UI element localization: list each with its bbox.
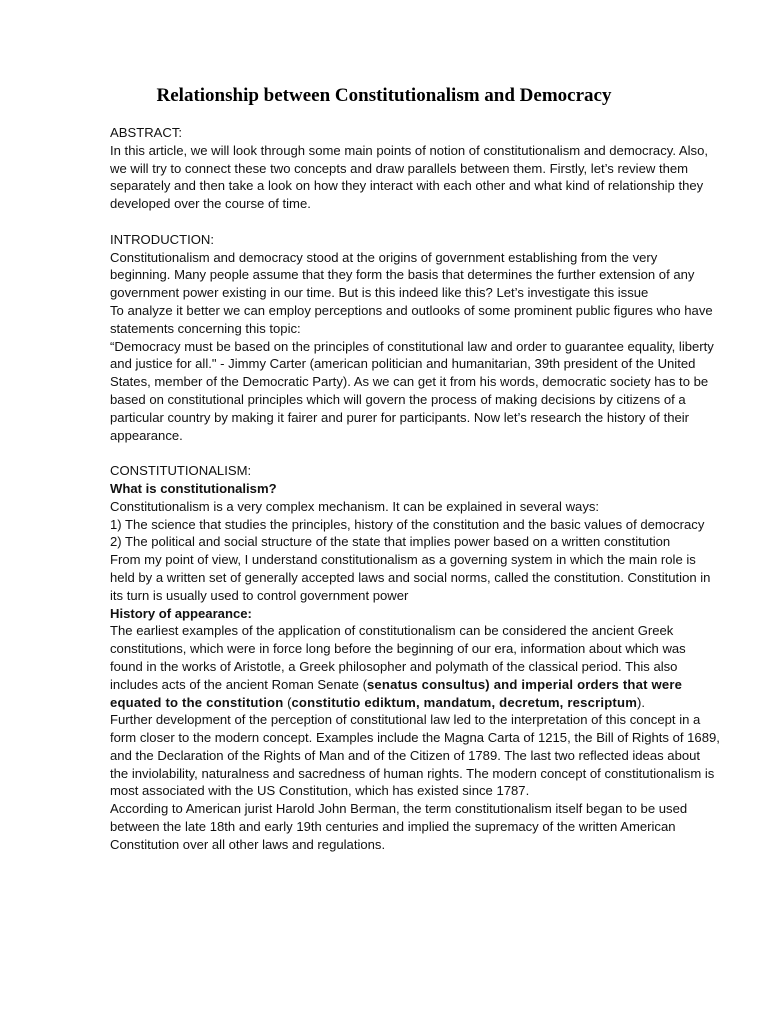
constitutionalism-paragraph-2: From my point of view, I understand constitutionalism as a governing system in which the main role is held by a written set of generally accepted laws and social norms, called the constitution. Constitution in its turn is usually used to control government power xyxy=(110,552,711,603)
introduction-paragraph-1: Constitutionalism and democracy stood at the origins of government establishing from the very beginning. Many people assume that they form the basis that determines the further extension of any government power existing in our time. But is this indeed like this? Let’s investigate this issue xyxy=(110,249,695,301)
constitutionalism-heading: CONSTITUTIONALISM: xyxy=(110,463,252,479)
definition-item-1: 1) The science that studies the principles, history of the constitution and the basic values of democracy xyxy=(110,516,705,532)
what-is-constitutionalism-subheading: What is constitutionalism? xyxy=(110,480,277,496)
introduction-quote-paragraph: “Democracy must be based on the principles of constitutional law and order to guarantee equality, liberty and justice for all." - Jimmy Carter (american politician and humanitarian, 39th president of the United States, member of the Democratic Party). As we can get it from his words, democratic society has to be based on constitutional principles which will govern the process of making decisions by citizens of a particular country by making it fairer and purer for participants. Now let’s research the history of their appearance. xyxy=(110,338,714,443)
history-paragraph-1 xyxy=(110,622,720,711)
definition-item-2: 2) The political and social structure of the state that implies power based on a written constitution xyxy=(110,534,671,550)
history-text-start: The earliest examples of the application of constitutionalism can be considered the ancient Greek constitutions, which were in force long before the beginning of our era, information about which was found in the works of Aristotle, a Greek philosopher and polymath of the classical period. This also includes acts of the ancient Roman Senate ( xyxy=(110,623,686,692)
history-subheading: History of appearance: xyxy=(110,605,252,621)
history-text-mid: ( xyxy=(283,694,292,710)
introduction-paragraph-2: To analyze it better we can employ perceptions and outlooks of some prominent public figures who have statements concerning this topic: xyxy=(110,302,713,336)
history-paragraph-2: Further development of the perception of constitutional law led to the interpretation of this concept in a form closer to the modern concept. Examples include the Magna Carta of 1215, the Bill of Rights of 1689, and the Declaration of the Rights of Man and of the Citizen of 1789. The last two reflected ideas about the inviolability, naturalness and sacredness of human rights. The modern concept of constitutionalism is most associated with the US Constitution, which has existed since 1787. xyxy=(110,712,720,799)
paragraph-gap xyxy=(110,444,720,462)
abstract-text: In this article, we will look through some main points of notion of constitutionalism and democracy. Also, we will try to connect these two concepts and draw parallels between them. Firstly, let’s review them separately and then take a look on how they interact with each other and what kind of relationship they developed over the course of time. xyxy=(110,142,708,212)
abstract-heading: ABSTRACT: xyxy=(110,125,183,140)
paragraph-gap xyxy=(110,213,720,231)
constitutionalism-paragraph-1: Constitutionalism is a very complex mechanism. It can be explained in several ways: xyxy=(110,498,600,514)
document-title: Relationship between Constitutionalism and Democracy xyxy=(156,85,612,106)
history-text-end: ). xyxy=(637,694,646,710)
document-body xyxy=(110,124,720,854)
introduction-heading: INTRODUCTION: xyxy=(110,231,215,247)
roman-acts-bold: senatus consultus) and imperial orders that were equated to the constitution xyxy=(110,676,683,710)
history-paragraph-3: According to American jurist Harold John Berman, the term constitutionalism itself began to be used between the late 18th and early 19th centuries and implied the supremacy of the written American Constitution over all other laws and regulations. xyxy=(110,801,688,852)
constitutio-terms-bold: constitutio ediktum, mandatum, decretum, rescriptum xyxy=(291,694,638,710)
